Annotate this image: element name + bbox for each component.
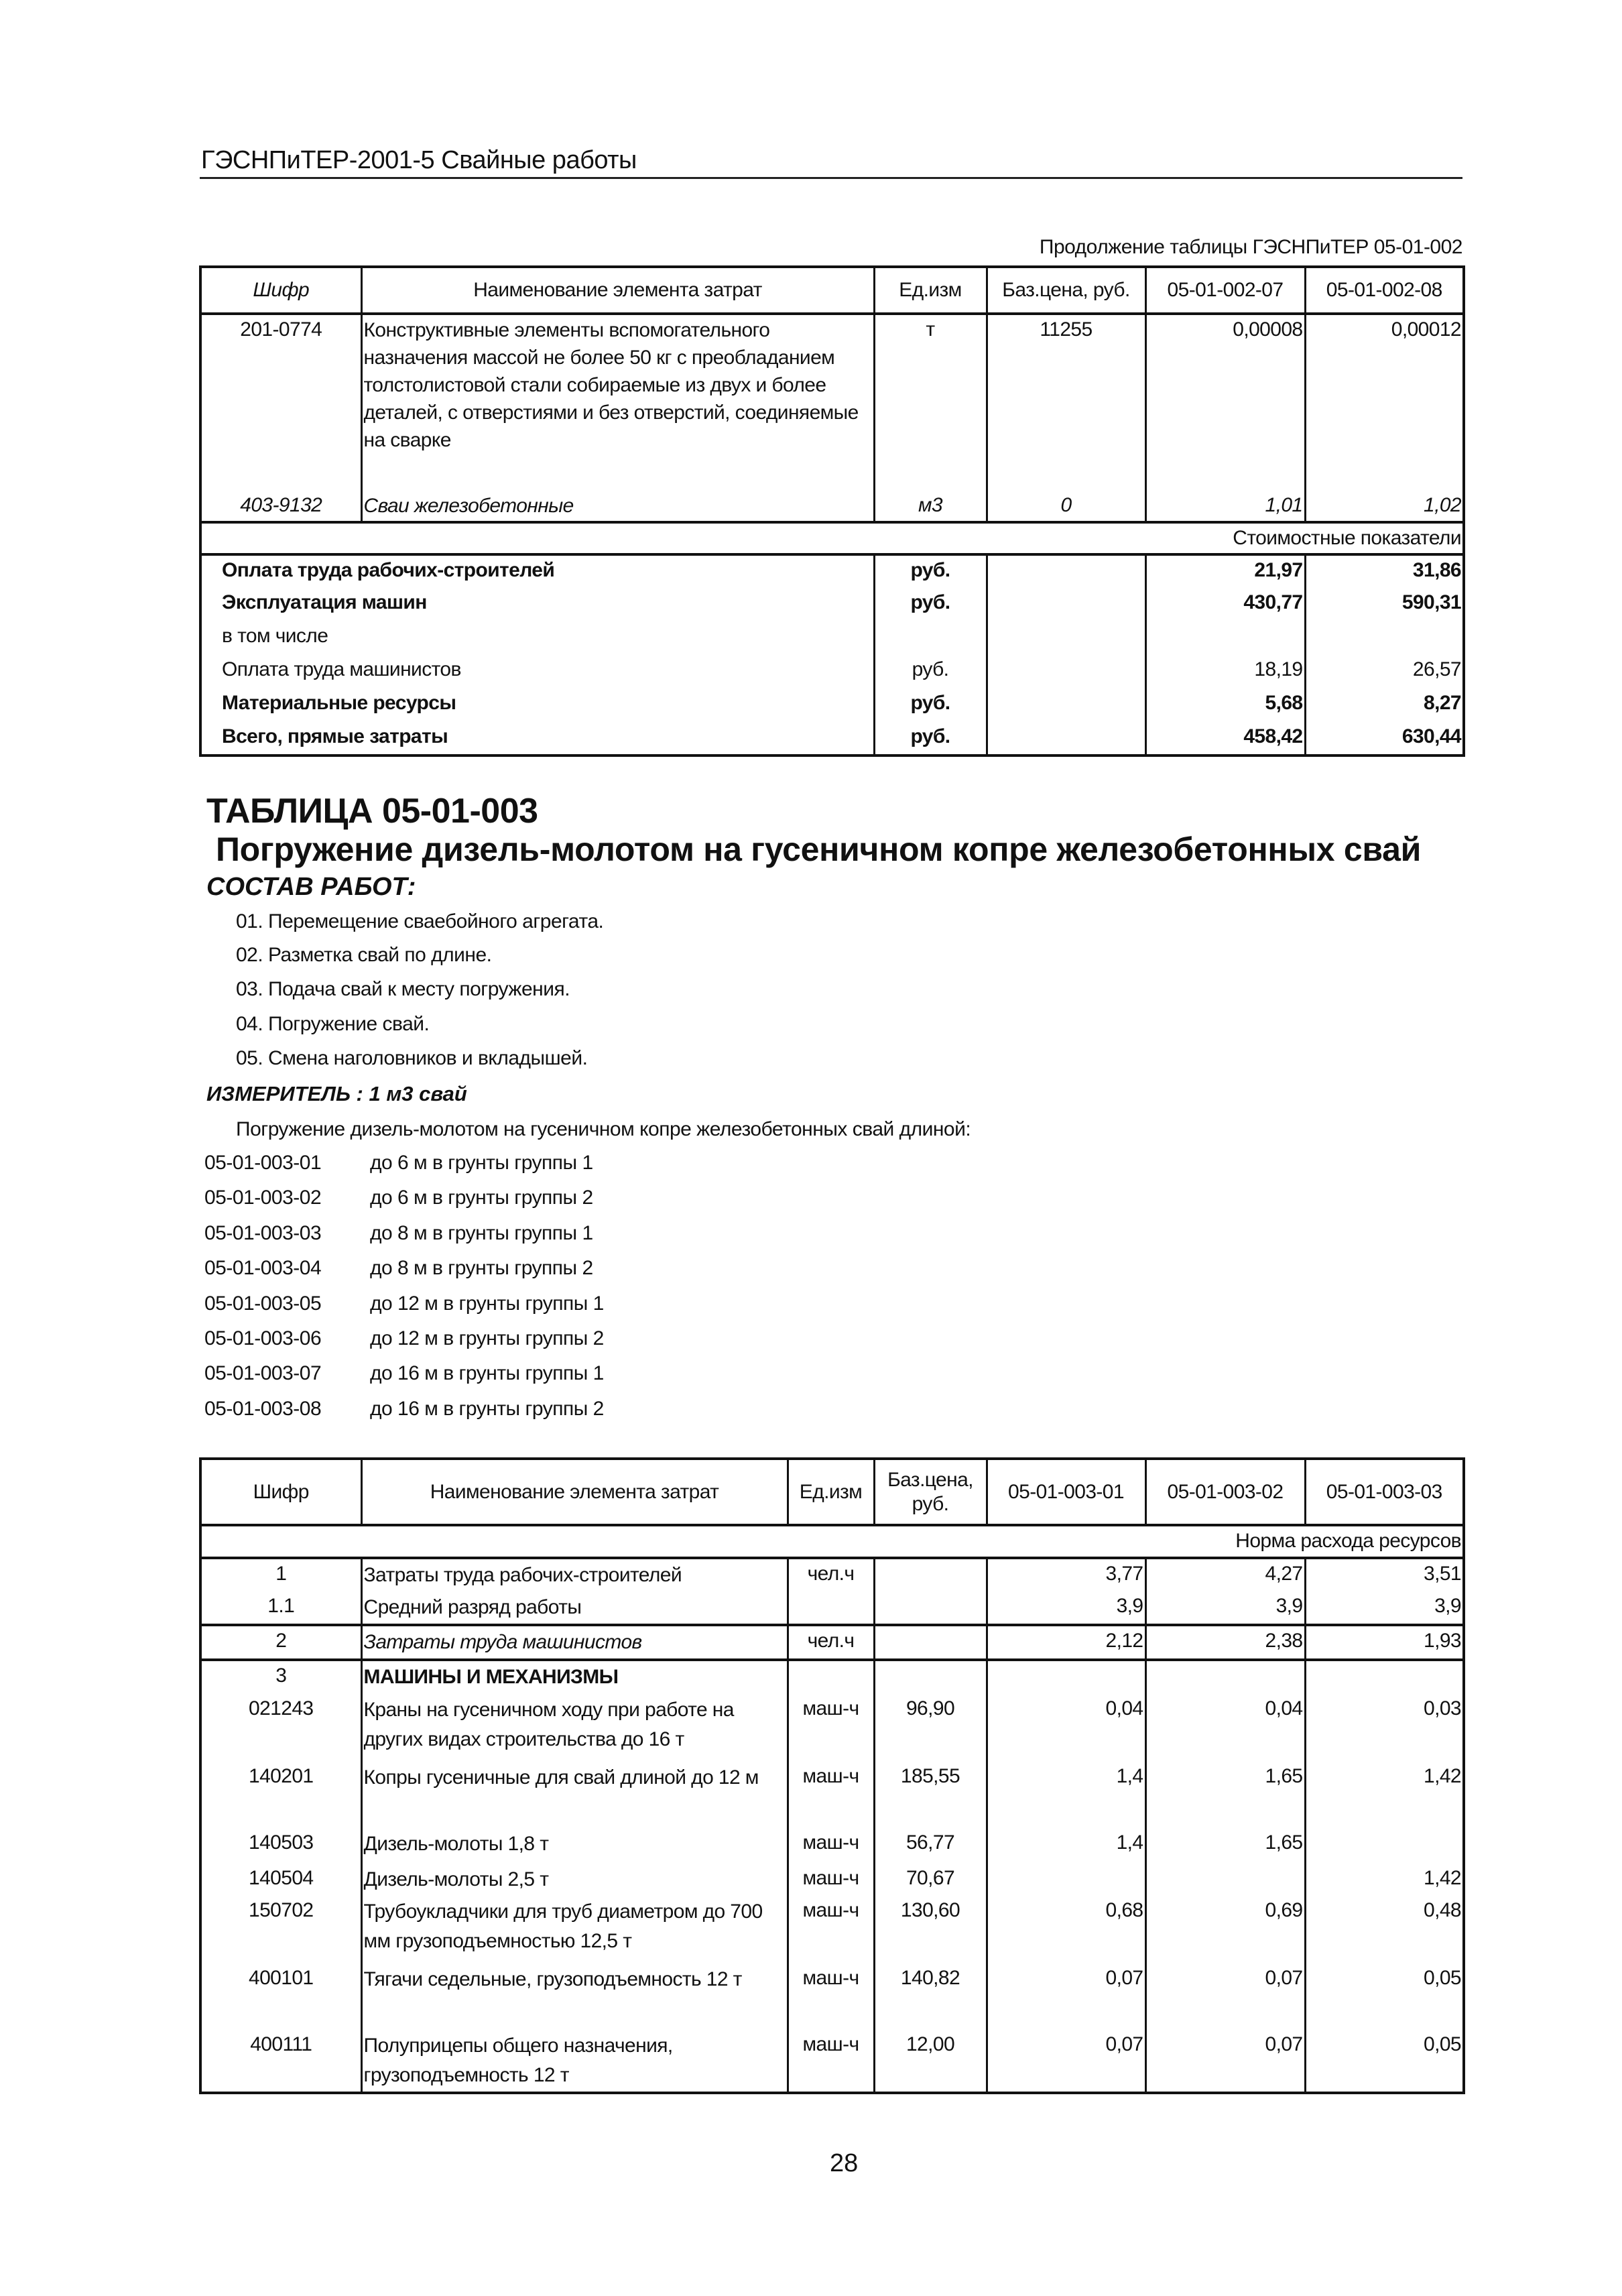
cost-row bbox=[200, 688, 1464, 722]
work-step: 04. Погружение свай. bbox=[236, 1013, 430, 1035]
value-05-01-003-01: 0,07 bbox=[987, 2030, 1145, 2093]
unit: руб. bbox=[874, 588, 987, 621]
unit: маш-ч bbox=[788, 1762, 874, 1828]
value-05-01-003-02: 0,07 bbox=[1145, 1963, 1305, 2030]
value-05-01-003-01: 3,9 bbox=[987, 1591, 1145, 1625]
unit bbox=[874, 621, 987, 655]
value-05-01-003-01: 0,04 bbox=[987, 1694, 1145, 1762]
table-row bbox=[200, 1963, 1464, 2030]
value-05-01-003-01 bbox=[987, 1864, 1145, 1896]
base-price bbox=[987, 554, 1145, 588]
resource-code: 2 bbox=[200, 1625, 361, 1660]
base-price: 185,55 bbox=[874, 1762, 987, 1828]
column-header: 05-01-003-01 bbox=[987, 1459, 1145, 1525]
resource-code: 403-9132 bbox=[200, 491, 361, 522]
value-05-01-003-01: 0,07 bbox=[987, 1963, 1145, 2030]
unit: маш-ч bbox=[788, 1864, 874, 1896]
section-label: Норма расхода ресурсов bbox=[200, 1525, 1464, 1558]
value-05-01-003-03 bbox=[1305, 1828, 1464, 1864]
value-05-01-002-08: 630,44 bbox=[1305, 722, 1464, 756]
running-header: ГЭСНПиТЕР-2001-5 Свайные работы bbox=[201, 146, 637, 174]
value-05-01-002-07 bbox=[1145, 621, 1305, 655]
unit: руб. bbox=[874, 655, 987, 688]
column-header: 05-01-002-07 bbox=[1145, 267, 1305, 314]
unit: т bbox=[874, 314, 987, 491]
value-05-01-002-07: 1,01 bbox=[1145, 491, 1305, 522]
value-05-01-003-01: 3,77 bbox=[987, 1558, 1145, 1591]
base-price bbox=[987, 655, 1145, 688]
column-header: Ед.изм bbox=[874, 267, 987, 314]
variant-code: 05-01-003-03 bbox=[204, 1221, 322, 1244]
unit: маш-ч bbox=[788, 1828, 874, 1864]
column-header: Баз.цена, руб. bbox=[874, 1459, 987, 1525]
variant-description: до 12 м в грунты группы 2 bbox=[370, 1327, 604, 1349]
value-05-01-003-01: 1,4 bbox=[987, 1828, 1145, 1864]
cost-row bbox=[200, 621, 1464, 655]
unit: маш-ч bbox=[788, 1963, 874, 2030]
value-05-01-003-03: 0,05 bbox=[1305, 2030, 1464, 2093]
base-price: 96,90 bbox=[874, 1694, 987, 1762]
value-05-01-003-02: 4,27 bbox=[1145, 1558, 1305, 1591]
value-05-01-003-02: 0,04 bbox=[1145, 1694, 1305, 1762]
base-price bbox=[874, 1558, 987, 1591]
base-price bbox=[987, 621, 1145, 655]
unit: чел.ч bbox=[788, 1625, 874, 1660]
unit: м3 bbox=[874, 491, 987, 522]
table-row bbox=[200, 1694, 1464, 1762]
value-05-01-003-01: 1,4 bbox=[987, 1762, 1145, 1828]
table-header-row bbox=[200, 267, 1464, 314]
base-price: 130,60 bbox=[874, 1896, 987, 1963]
value-05-01-002-07: 21,97 bbox=[1145, 554, 1305, 588]
cost-label: Всего, прямые затраты bbox=[222, 725, 448, 747]
value-05-01-003-02: 1,65 bbox=[1145, 1828, 1305, 1864]
variant-description: до 8 м в грунты группы 2 bbox=[370, 1257, 593, 1280]
variant-description: до 6 м в грунты группы 2 bbox=[370, 1187, 593, 1209]
column-header: 05-01-003-02 bbox=[1145, 1459, 1305, 1525]
value-05-01-003-02 bbox=[1145, 1660, 1305, 1694]
value-05-01-003-02: 2,38 bbox=[1145, 1625, 1305, 1660]
resource-name: Сваи железобетонные bbox=[361, 491, 874, 522]
resource-name: Затраты труда машинистов bbox=[361, 1625, 788, 1660]
base-price: 11255 bbox=[987, 314, 1145, 491]
work-step: 03. Подача свай к месту погружения. bbox=[236, 978, 570, 1000]
value-05-01-003-03 bbox=[1305, 1660, 1464, 1694]
unit: маш-ч bbox=[788, 1694, 874, 1762]
cost-row bbox=[200, 722, 1464, 756]
value-05-01-003-03: 1,42 bbox=[1305, 1864, 1464, 1896]
table-header-row bbox=[200, 1459, 1464, 1525]
resource-code: 1 bbox=[275, 1563, 287, 1585]
base-price bbox=[874, 1660, 987, 1694]
base-price bbox=[874, 1591, 987, 1625]
cost-label: Оплата труда рабочих-строителей bbox=[222, 559, 555, 581]
resource-code: 021243 bbox=[248, 1697, 314, 1719]
resource-code: 400101 bbox=[248, 1967, 314, 1989]
table-row bbox=[200, 2030, 1464, 2093]
resource-name: Краны на гусеничном ходу при работе на других видах строительства до 16 т bbox=[361, 1694, 788, 1762]
value-05-01-003-01: 0,68 bbox=[987, 1896, 1145, 1963]
variant-description: до 6 м в грунты группы 1 bbox=[370, 1152, 593, 1174]
work-step: 01. Перемещение сваебойного агрегата. bbox=[236, 910, 604, 932]
variant-description: до 8 м в грунты группы 1 bbox=[370, 1221, 593, 1244]
table-row bbox=[200, 1558, 1464, 1591]
column-header: Наименование элемента затрат bbox=[361, 267, 874, 314]
cost-row bbox=[200, 554, 1464, 588]
resource-name: Полуприцепы общего назначения, грузоподъемность 12 т bbox=[361, 2030, 788, 2093]
column-header: Баз.цена, руб. bbox=[987, 267, 1145, 314]
resource-code: 140201 bbox=[248, 1765, 314, 1787]
work-composition-heading: СОСТАВ РАБОТ: bbox=[206, 873, 416, 901]
resource-name: Трубоукладчики для труб диаметром до 700 мм грузоподъемностью 12,5 т bbox=[361, 1896, 788, 1963]
column-header: Шифр bbox=[200, 267, 361, 314]
table-row bbox=[200, 1625, 1464, 1660]
value-05-01-002-07: 5,68 bbox=[1145, 688, 1305, 722]
unit: чел.ч bbox=[788, 1558, 874, 1591]
value-05-01-002-07: 18,19 bbox=[1145, 655, 1305, 688]
value-05-01-003-03: 0,05 bbox=[1305, 1963, 1464, 2030]
value-05-01-003-03: 0,03 bbox=[1305, 1694, 1464, 1762]
column-header: 05-01-002-08 bbox=[1305, 267, 1464, 314]
resource-name: Дизель-молоты 2,5 т bbox=[361, 1864, 788, 1896]
section-label-row bbox=[200, 522, 1464, 554]
value-05-01-002-08: 8,27 bbox=[1305, 688, 1464, 722]
variant-code: 05-01-003-07 bbox=[204, 1362, 322, 1385]
measurement-unit: ИЗМЕРИТЕЛЬ : 1 м3 свай bbox=[206, 1082, 467, 1105]
value-05-01-003-03: 1,93 bbox=[1305, 1625, 1464, 1660]
column-header: 05-01-003-03 bbox=[1305, 1459, 1464, 1525]
value-05-01-003-03: 0,48 bbox=[1305, 1896, 1464, 1963]
value-05-01-003-03: 3,51 bbox=[1305, 1558, 1464, 1591]
unit: руб. bbox=[874, 722, 987, 756]
cost-label: в том числе bbox=[222, 625, 328, 647]
table-row bbox=[200, 1660, 1464, 1694]
value-05-01-003-02: 0,69 bbox=[1145, 1896, 1305, 1963]
resource-name: Тягачи седельные, грузоподъемность 12 т bbox=[361, 1963, 788, 2030]
work-step: 02. Разметка свай по длине. bbox=[236, 944, 492, 966]
cost-label: Оплата труда машинистов bbox=[222, 658, 461, 680]
value-05-01-002-08: 1,02 bbox=[1305, 491, 1464, 522]
base-price bbox=[987, 588, 1145, 621]
value-05-01-003-03: 1,42 bbox=[1305, 1762, 1464, 1828]
table-row bbox=[200, 491, 1464, 522]
base-price: 70,67 bbox=[874, 1864, 987, 1896]
resource-code: 3 bbox=[275, 1665, 287, 1687]
section-label-row bbox=[200, 1525, 1464, 1558]
table-row bbox=[200, 1828, 1464, 1864]
unit: маш-ч bbox=[788, 1896, 874, 1963]
value-05-01-003-03: 3,9 bbox=[1305, 1591, 1464, 1625]
value-05-01-003-02: 3,9 bbox=[1145, 1591, 1305, 1625]
base-price: 56,77 bbox=[874, 1828, 987, 1864]
column-header: Ед.изм bbox=[788, 1459, 874, 1525]
resource-code: 1.1 bbox=[200, 1591, 361, 1625]
base-price bbox=[987, 722, 1145, 756]
base-price: 12,00 bbox=[874, 2030, 987, 2093]
variant-code: 05-01-003-05 bbox=[204, 1292, 322, 1315]
value-05-01-002-08: 590,31 bbox=[1305, 588, 1464, 621]
base-price: 140,82 bbox=[874, 1963, 987, 2030]
unit: руб. bbox=[874, 688, 987, 722]
header-rule bbox=[200, 177, 1462, 179]
variant-code: 05-01-003-01 bbox=[204, 1152, 322, 1174]
value-05-01-002-07: 430,77 bbox=[1145, 588, 1305, 621]
table-title: ТАБЛИЦА 05-01-003 bbox=[206, 792, 538, 831]
table-row bbox=[200, 1896, 1464, 1963]
resource-code: 201-0774 bbox=[240, 318, 322, 341]
resource-name: Конструктивные элементы вспомогательного назначения массой не более 50 кг с преобладанием толстолистовой стали собираемые из двух и более деталей, с отверстиями и без отверстий, соединяемые на сварке bbox=[361, 314, 874, 491]
value-05-01-002-08: 0,00012 bbox=[1305, 314, 1464, 491]
cost-row bbox=[200, 655, 1464, 688]
value-05-01-003-02: 1,65 bbox=[1145, 1762, 1305, 1828]
variant-code: 05-01-003-02 bbox=[204, 1187, 322, 1209]
variant-description: до 16 м в грунты группы 2 bbox=[370, 1397, 604, 1420]
column-header: Шифр bbox=[200, 1459, 361, 1525]
value-05-01-003-01 bbox=[987, 1660, 1145, 1694]
cost-label: Материальные ресурсы bbox=[222, 692, 456, 714]
cost-label: Эксплуатация машин bbox=[222, 591, 427, 613]
unit: руб. bbox=[874, 554, 987, 588]
resource-name: МАШИНЫ И МЕХАНИЗМЫ bbox=[361, 1660, 788, 1694]
base-price bbox=[987, 688, 1145, 722]
page-number: 28 bbox=[830, 2149, 859, 2177]
section-label: Стоимостные показатели bbox=[200, 522, 1464, 554]
value-05-01-002-08 bbox=[1305, 621, 1464, 655]
value-05-01-003-01: 2,12 bbox=[987, 1625, 1145, 1660]
variant-description: до 12 м в грунты группы 1 bbox=[370, 1292, 604, 1315]
resource-name: Дизель-молоты 1,8 т bbox=[361, 1828, 788, 1864]
cost-row bbox=[200, 588, 1464, 621]
resource-table-05-01-002 bbox=[199, 265, 1465, 757]
variant-code: 05-01-003-06 bbox=[204, 1327, 322, 1349]
unit bbox=[788, 1660, 874, 1694]
value-05-01-002-08: 31,86 bbox=[1305, 554, 1464, 588]
resource-name: Затраты труда рабочих-строителей bbox=[361, 1558, 788, 1591]
variant-code: 05-01-003-04 bbox=[204, 1257, 322, 1280]
value-05-01-003-02: 0,07 bbox=[1145, 2030, 1305, 2093]
table-row bbox=[200, 1591, 1464, 1625]
resource-code: 140503 bbox=[248, 1831, 314, 1854]
work-step: 05. Смена наголовников и вкладышей. bbox=[236, 1047, 588, 1069]
resource-name: Средний разряд работы bbox=[361, 1591, 788, 1625]
table-row bbox=[200, 314, 1464, 491]
table-continuation-caption: Продолжение таблицы ГЭСНПиТЕР 05-01-002 bbox=[1039, 236, 1462, 258]
variant-description: до 16 м в грунты группы 1 bbox=[370, 1362, 604, 1385]
unit bbox=[788, 1591, 874, 1625]
table-row bbox=[200, 1864, 1464, 1896]
base-price: 0 bbox=[987, 491, 1145, 522]
resource-name: Копры гусеничные для свай длиной до 12 м bbox=[361, 1762, 788, 1828]
resource-table-05-01-003 bbox=[199, 1457, 1465, 2094]
value-05-01-003-02 bbox=[1145, 1864, 1305, 1896]
column-header: Наименование элемента затрат bbox=[361, 1459, 788, 1525]
value-05-01-002-07: 458,42 bbox=[1145, 722, 1305, 756]
table-row bbox=[200, 1762, 1464, 1828]
resource-code: 150702 bbox=[248, 1899, 314, 1921]
table-subtitle: Погружение дизель-молотом на гусеничном копре железобетонных свай bbox=[216, 831, 1422, 868]
value-05-01-002-08: 26,57 bbox=[1305, 655, 1464, 688]
resource-code: 400111 bbox=[250, 2033, 312, 2055]
value-05-01-002-07: 0,00008 bbox=[1145, 314, 1305, 491]
unit: маш-ч bbox=[788, 2030, 874, 2093]
variants-intro: Погружение дизель-молотом на гусеничном копре железобетонных свай длиной: bbox=[236, 1118, 971, 1140]
base-price bbox=[874, 1625, 987, 1660]
variant-code: 05-01-003-08 bbox=[204, 1397, 322, 1420]
resource-code: 140504 bbox=[248, 1867, 314, 1889]
